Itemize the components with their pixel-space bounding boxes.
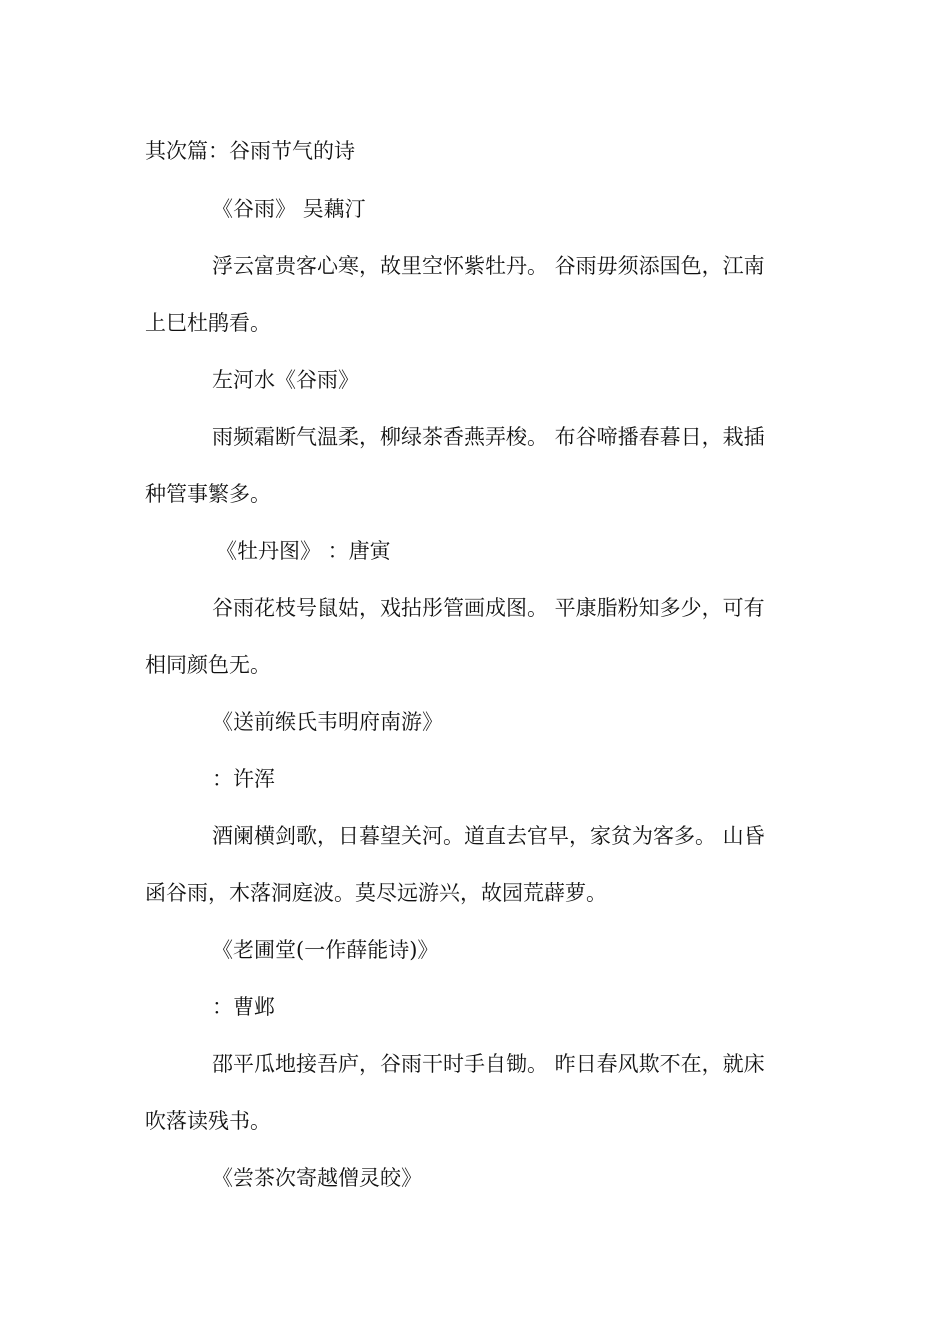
- poem-line: 函谷雨，木落洞庭波。莫尽远游兴，故园荒薜萝。: [145, 881, 607, 905]
- poem-line: 谷雨花枝号鼠姑，戏拈彤管画成图。 平康脂粉知多少，可有: [212, 596, 765, 620]
- poem-line: 上巳杜鹃看。: [145, 311, 271, 335]
- poem-title: 《老圃堂(一作薛能诗)》: [212, 938, 439, 962]
- poem-line: 种管事繁多。: [145, 482, 271, 506]
- poem-line: 酒阑横剑歌，日暮望关河。道直去官早，家贫为客多。 山昏: [212, 824, 765, 848]
- poem-author: ：许浑: [212, 767, 275, 791]
- section-heading: 其次篇：谷雨节气的诗: [145, 139, 355, 163]
- poem-title: 左河水《谷雨》: [212, 368, 359, 392]
- poem-title: 《尝茶次寄越僧灵皎》: [212, 1166, 422, 1190]
- poem-line: 雨频霜断气温柔，柳绿茶香燕弄梭。 布谷啼播春暮日，栽插: [212, 425, 765, 449]
- poem-author: ：曹邺: [212, 995, 275, 1019]
- poem-line: 邵平瓜地接吾庐，谷雨干时手自锄。 昨日春风欺不在，就床: [212, 1052, 765, 1076]
- poem-title: 《牡丹图》 ：唐寅: [216, 539, 391, 563]
- poem-title: 《送前缑氏韦明府南游》: [212, 710, 443, 734]
- poem-line: 浮云富贵客心寒，故里空怀紫牡丹。 谷雨毋须添国色，江南: [212, 254, 765, 278]
- poem-title: 《谷雨》 吴藕汀: [212, 197, 366, 221]
- poem-line: 吹落读残书。: [145, 1109, 271, 1133]
- poem-line: 相同颜色无。: [145, 653, 271, 677]
